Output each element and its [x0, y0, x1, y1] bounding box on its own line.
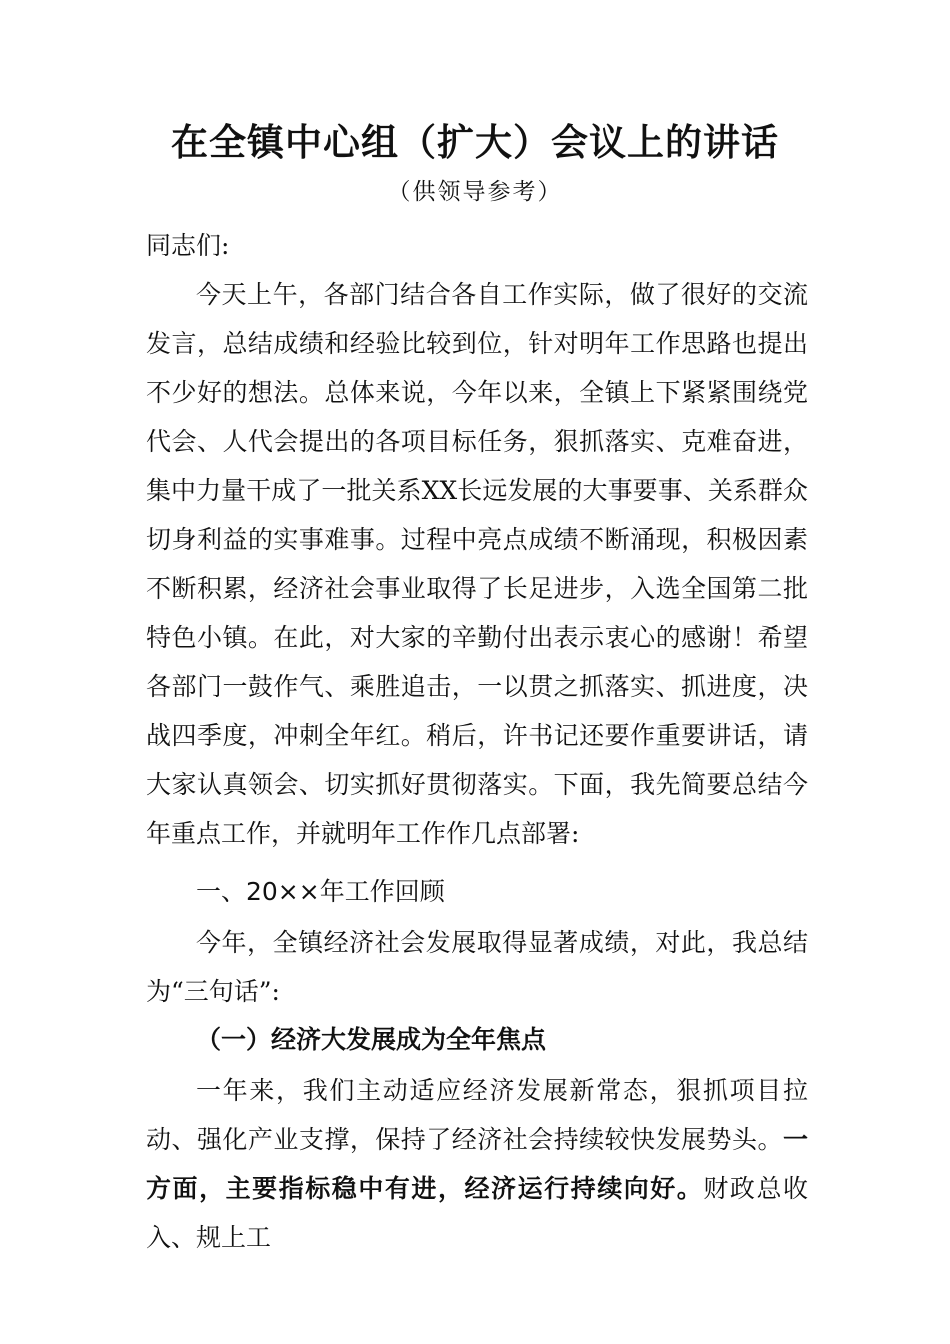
document-subtitle: （供领导参考） — [387, 179, 563, 205]
section-heading-review: 一、20××年工作回顾 — [196, 877, 445, 906]
paragraph-summary: 今年，全镇经济社会发展取得显著成绩，对此，我总结为“三句话”: — [146, 928, 808, 1006]
paragraph-economy-continued: 财政总收入、规上工 — [146, 1174, 808, 1252]
subsection-heading-economy: （一）经济大发展成为全年焦点 — [196, 1025, 547, 1054]
document-title: 在全镇中心组（扩大）会议上的讲话 — [171, 121, 779, 164]
paragraph-economy-text: 一年来，我们主动适应经济发展新常态，狠抓项目拉动、强化产业支撑，保持了经济社会持续较快发展势头。 — [146, 1076, 808, 1154]
paragraph-economy-bold: 一方面，主要指标稳中有进，经济运行持续向好。 — [146, 1125, 808, 1203]
salutation: 同志们: — [146, 231, 230, 260]
paragraph-opening: 今天上午，各部门结合各自工作实际，做了很好的交流发言，总结成绩和经验比较到位，针对明年工作思路也提出不少好的想法。总体来说，今年以来，全镇上下紧紧围绕党代会、人代会提出的各项目标任务，狠抓落实、克难奋进，集中力量干成了一批关系XX长远发展的大事要事、关系群众切身利益的实事难事。过程中亮点成绩不断涌现，积极因素不断积累，经济社会事业取得了长足进步，入选全国第二批特色小镇。在此，对大家的辛勤付出表示衷心的感谢！希望各部门一鼓作气、乘胜追击，一以贯之抓落实、抓进度，决战四季度，冲刺全年红。稍后，许书记还要作重要讲话，请大家认真领会、切实抓好贯彻落实。下面，我先简要总结今年重点工作，并就明年工作作几点部署: — [146, 280, 808, 848]
paragraph-economy — [146, 1066, 808, 1262]
